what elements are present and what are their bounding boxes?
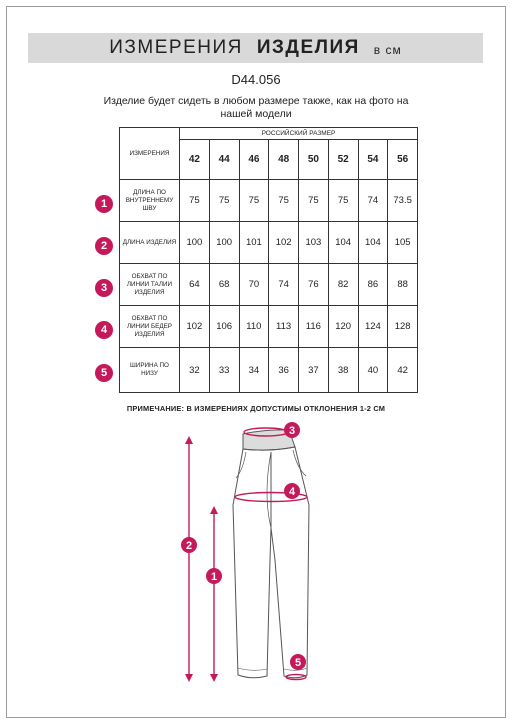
badge-waist-label: 3 [288, 425, 296, 437]
table-cell: 124 [358, 306, 388, 348]
table-cell: 32 [180, 348, 210, 393]
table-cell: 110 [239, 306, 269, 348]
table-cell: 70 [239, 264, 269, 306]
badge-inseam-label: 1 [210, 571, 218, 583]
row-badge: 3 [95, 279, 113, 297]
row-label: ШИРИНА ПО НИЗУ [120, 348, 180, 393]
badge-length-label: 2 [185, 540, 193, 552]
table-cell: 33 [209, 348, 239, 393]
size-header: РОССИЙСКИЙ РАЗМЕР [180, 128, 418, 140]
size-col: 48 [269, 140, 299, 180]
article-number: D44.056 [231, 72, 281, 87]
table-cell: 82 [328, 264, 358, 306]
table-cell: 75 [299, 180, 329, 222]
deviation-note: ПРИМЕЧАНИЕ: В ИЗМЕРЕНИЯХ ДОПУСТИМЫ ОТКЛОНЕНИЯ 1-2 СМ [126, 404, 386, 413]
badge-hem-label: 5 [294, 657, 302, 669]
table-cell: 74 [358, 180, 388, 222]
table-cell: 106 [209, 306, 239, 348]
row-badge: 5 [95, 364, 113, 382]
row-label: ДЛИНА ИЗДЕЛИЯ [120, 222, 180, 264]
table-cell: 101 [239, 222, 269, 264]
table-cell: 38 [328, 348, 358, 393]
size-col: 46 [239, 140, 269, 180]
table-cell: 64 [180, 264, 210, 306]
title-unit: в см [373, 43, 402, 57]
table-cell: 128 [388, 306, 418, 348]
title-light: ИЗМЕРЕНИЯ [109, 37, 243, 58]
table-cell: 34 [239, 348, 269, 393]
table-cell: 36 [269, 348, 299, 393]
table-cell: 75 [209, 180, 239, 222]
table-cell: 76 [299, 264, 329, 306]
table-cell: 74 [269, 264, 299, 306]
table-cell: 40 [358, 348, 388, 393]
size-col: 54 [358, 140, 388, 180]
table-cell: 102 [180, 306, 210, 348]
table-cell: 100 [209, 222, 239, 264]
measure-header: ИЗМЕРЕНИЯ [120, 128, 180, 180]
size-col: 44 [209, 140, 239, 180]
table-cell: 104 [358, 222, 388, 264]
row-label: ОБХВАТ ПО ЛИНИИ БЕДЕР ИЗДЕЛИЯ [120, 306, 180, 348]
size-col: 52 [328, 140, 358, 180]
size-col: 42 [180, 140, 210, 180]
size-col: 50 [299, 140, 329, 180]
table-cell: 103 [299, 222, 329, 264]
size-col: 56 [388, 140, 418, 180]
table-cell: 75 [269, 180, 299, 222]
badge-hip-label: 4 [288, 486, 296, 498]
table-cell: 104 [328, 222, 358, 264]
table-cell: 102 [269, 222, 299, 264]
table-cell: 113 [269, 306, 299, 348]
table-cell: 116 [299, 306, 329, 348]
table-cell: 37 [299, 348, 329, 393]
table-cell: 100 [180, 222, 210, 264]
pants-outline [233, 430, 309, 678]
row-label: ОБХВАТ ПО ЛИНИИ ТАЛИИ ИЗДЕЛИЯ [120, 264, 180, 306]
title-bold: ИЗДЕЛИЯ [256, 37, 360, 58]
table-cell: 86 [358, 264, 388, 306]
measure-lines [185, 428, 307, 682]
table-cell: 75 [180, 180, 210, 222]
table-cell: 105 [388, 222, 418, 264]
table-cell: 75 [328, 180, 358, 222]
row-label: ДЛИНА ПО ВНУТРЕННЕМУ ШВУ [120, 180, 180, 222]
fit-note: Изделие будет сидеть в любом размере также, как на фото на нашей модели [103, 95, 409, 120]
table-cell: 75 [239, 180, 269, 222]
table-cell: 120 [328, 306, 358, 348]
row-badge: 1 [95, 195, 113, 213]
row-badge: 2 [95, 237, 113, 255]
table-cell: 73.5 [388, 180, 418, 222]
table-cell: 68 [209, 264, 239, 306]
row-badge: 4 [95, 321, 113, 339]
diagram-badges [181, 422, 306, 670]
table-cell: 88 [388, 264, 418, 306]
table-cell: 42 [388, 348, 418, 393]
